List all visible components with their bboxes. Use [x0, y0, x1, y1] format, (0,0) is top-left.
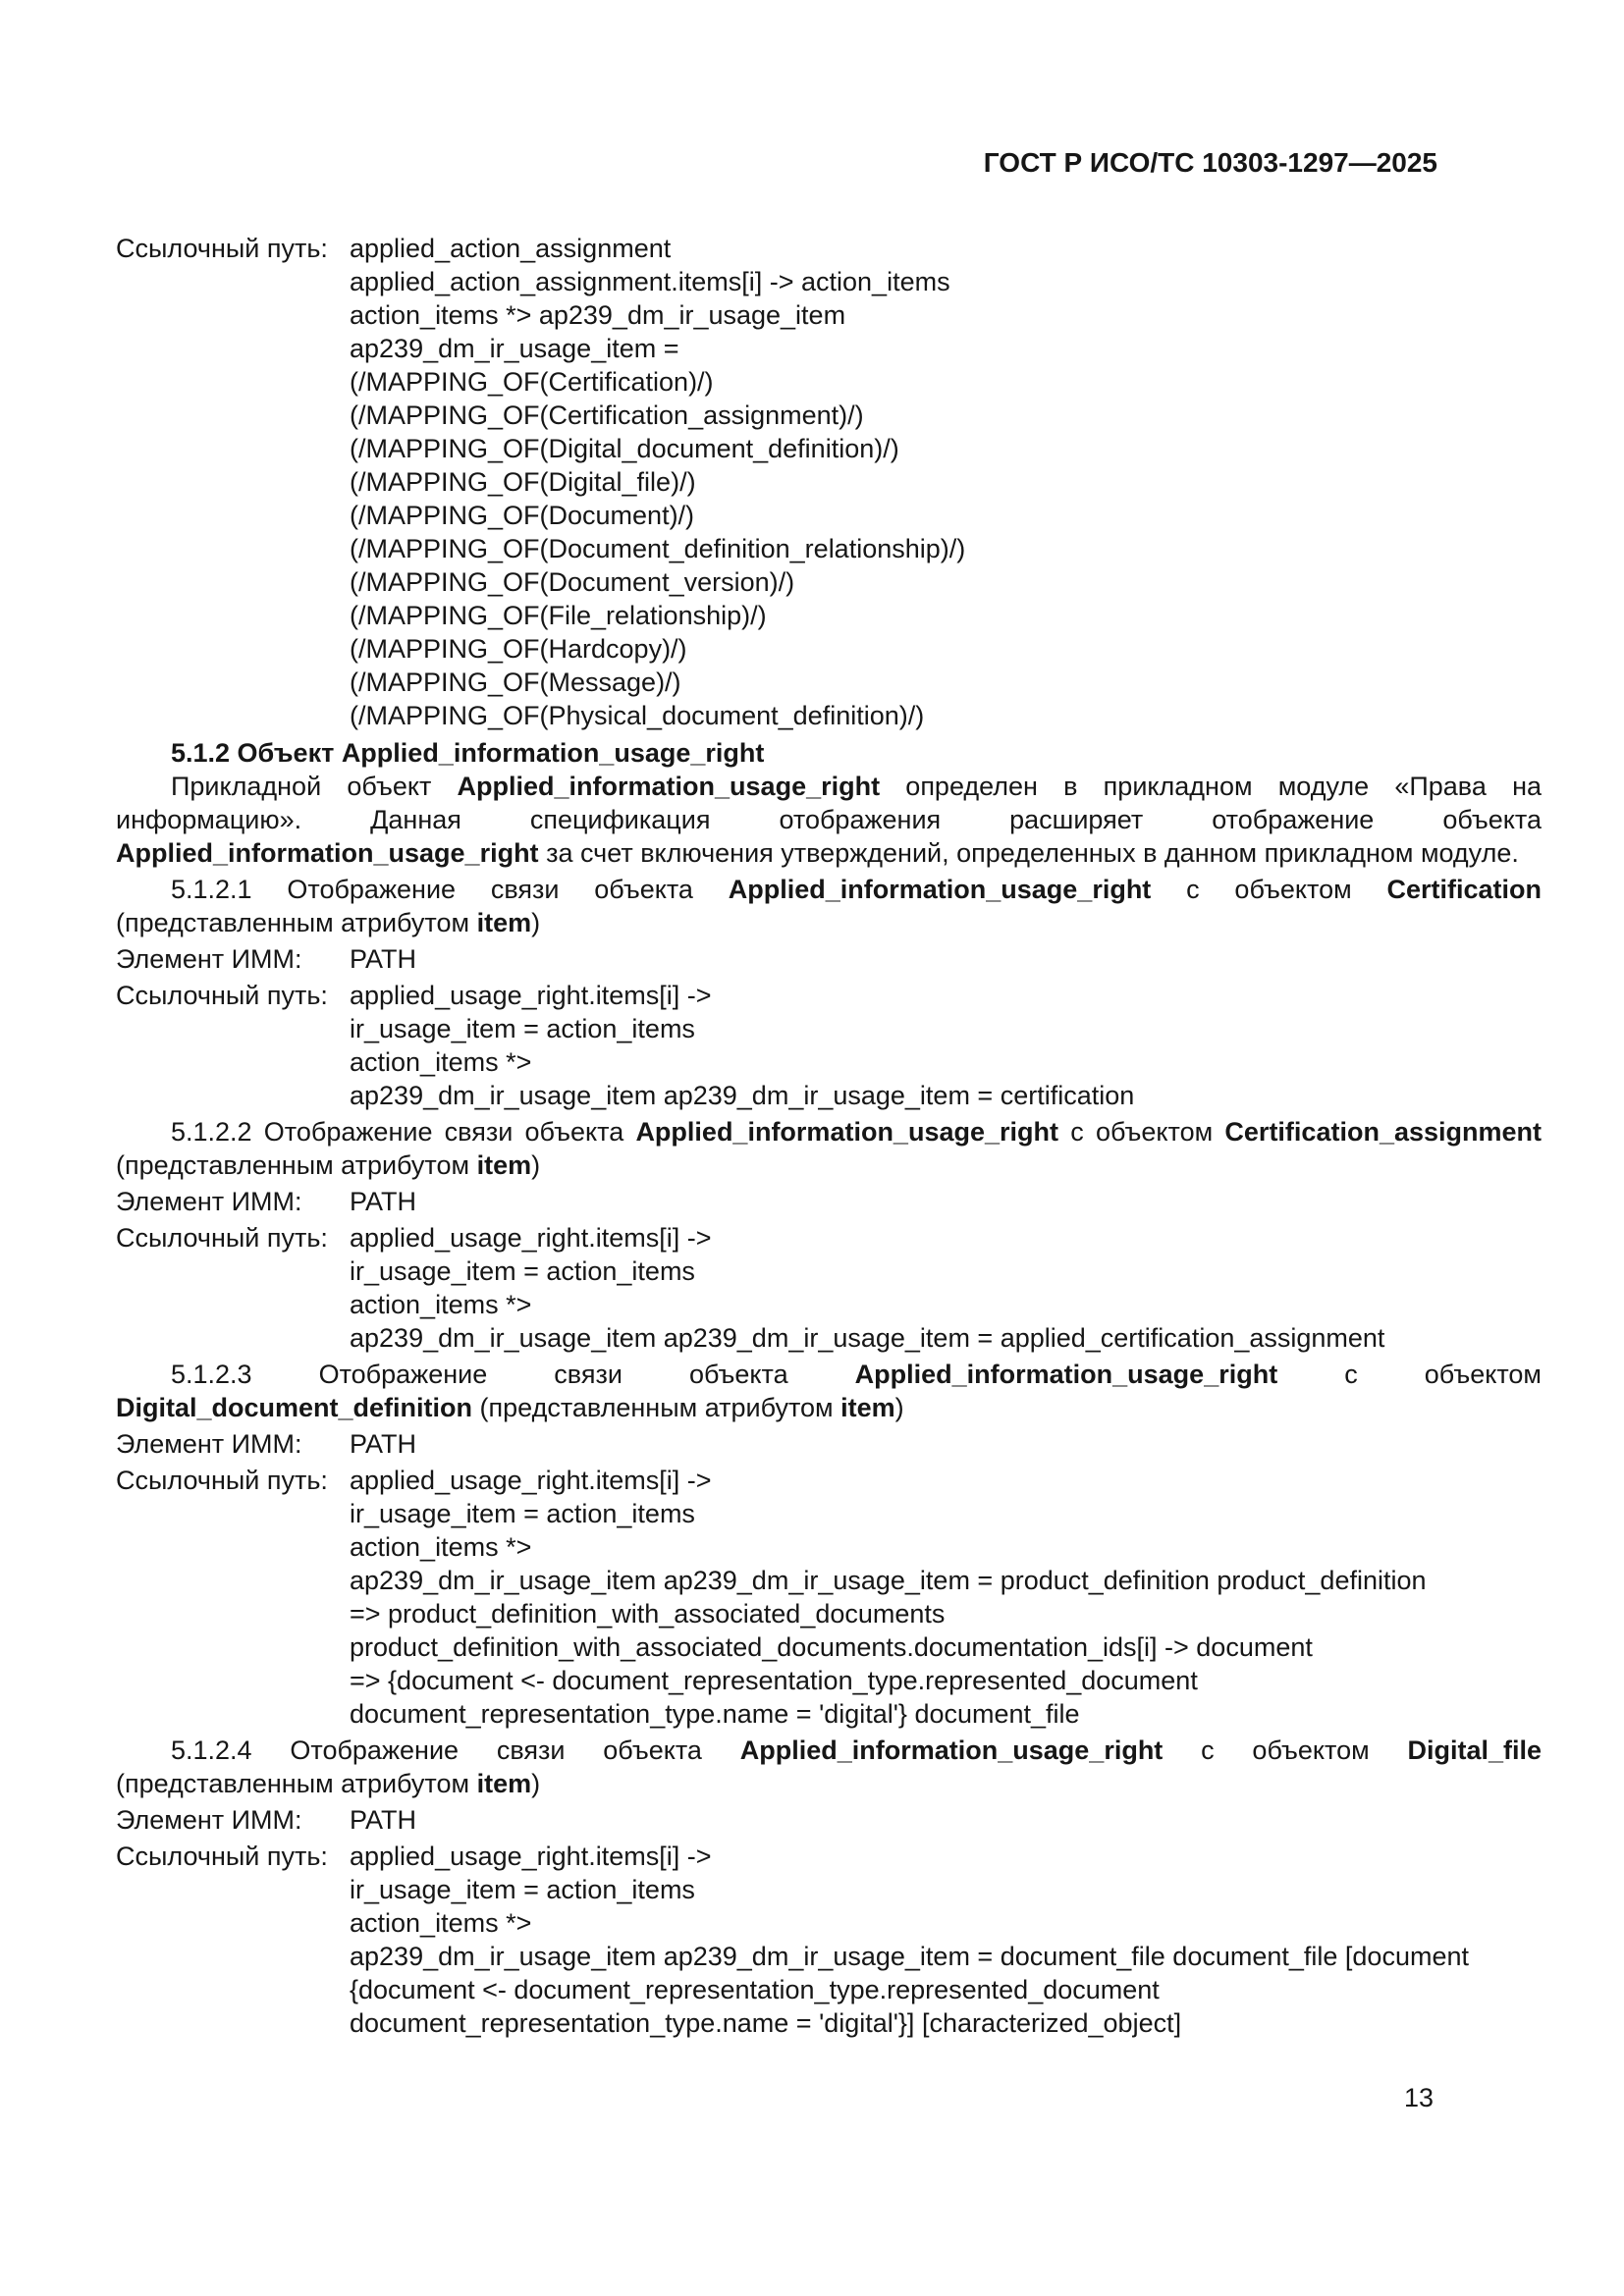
- ref-path-line: (/MAPPING_OF(Document_definition_relationship)/): [350, 534, 966, 563]
- ref-path-line: (/MAPPING_OF(Certification_assignment)/): [350, 400, 864, 430]
- page-footer: [0, 2081, 1434, 2114]
- object-name: Applied_information_usage_right: [116, 838, 539, 868]
- ref-path-lines: [350, 1464, 1542, 1731]
- ref-path-line: ap239_dm_ir_usage_item ap239_dm_ir_usage_item = product_definition product_definition: [350, 1566, 1427, 1595]
- ref-path-row: [116, 1840, 1542, 2040]
- section-heading: 5.1.2 Объект Applied_information_usage_right: [171, 738, 765, 768]
- ref-path-line: (/MAPPING_OF(Document_version)/): [350, 567, 795, 597]
- mapping-section-title: [116, 1734, 1542, 1800]
- ref-path-line: ap239_dm_ir_usage_item ap239_dm_ir_usage_item = applied_certification_assignment: [350, 1323, 1385, 1353]
- ref-path-label: Ссылочный путь:: [116, 1466, 328, 1495]
- ref-path-line: action_items *> ap239_dm_ir_usage_item: [350, 300, 846, 330]
- imm-element-label: Элемент ИММ:: [116, 1187, 302, 1216]
- imm-element-value: PATH: [350, 944, 417, 974]
- mapping-section: [116, 873, 1542, 1112]
- mapping-section-title: [116, 1115, 1542, 1182]
- text-run: с объектом: [1277, 1360, 1542, 1389]
- ref-path-line: ir_usage_item = action_items: [350, 1875, 695, 1904]
- ref-path-label: Ссылочный путь:: [116, 234, 328, 263]
- text-run: Прикладной объект: [171, 772, 458, 801]
- ref-path-line: applied_usage_right.items[i] ->: [350, 1466, 712, 1495]
- ref-path-line: action_items *>: [350, 1908, 532, 1938]
- text-run: за счет включения утверждений, определенных в данном прикладном модуле.: [538, 838, 1519, 868]
- object-name: Applied_information_usage_right: [728, 875, 1152, 904]
- running-header: [116, 147, 1437, 179]
- object-name: Applied_information_usage_right: [635, 1117, 1058, 1147]
- ref-path-line: ap239_dm_ir_usage_item =: [350, 334, 679, 363]
- ref-path-line: => product_definition_with_associated_documents: [350, 1599, 946, 1629]
- ref-path-row: [116, 1221, 1542, 1355]
- ref-path-line: (/MAPPING_OF(Hardcopy)/): [350, 634, 687, 664]
- ref-path-line: ir_usage_item = action_items: [350, 1499, 695, 1528]
- ref-path-line: ap239_dm_ir_usage_item ap239_dm_ir_usage_item = certification: [350, 1081, 1135, 1110]
- imm-element-value: PATH: [350, 1187, 417, 1216]
- ref-path-lines: [350, 1221, 1542, 1355]
- ref-path-line: (/MAPPING_OF(Certification)/): [350, 367, 714, 397]
- text-run: с объектом: [1151, 875, 1387, 904]
- mapping-section: [116, 1734, 1542, 2040]
- imm-element-label: Элемент ИММ:: [116, 944, 302, 974]
- object-name: item: [840, 1393, 895, 1422]
- imm-element-label: Элемент ИММ:: [116, 1805, 302, 1835]
- page-number: 13: [1403, 2083, 1434, 2112]
- object-name: item: [476, 1150, 532, 1180]
- ref-path-lines: [350, 979, 1542, 1112]
- standard-designation: ГОСТ Р ИСО/ТС 10303-1297—2025: [983, 147, 1437, 178]
- ref-path-line: document_representation_type.name = 'digital'}] [characterized_object]: [350, 2008, 1182, 2038]
- ref-path-line: document_representation_type.name = 'digital'} document_file: [350, 1699, 1080, 1729]
- text-run: с объектом: [1058, 1117, 1225, 1147]
- ref-path-line: (/MAPPING_OF(Message)/): [350, 667, 681, 697]
- ref-path-line: action_items *>: [350, 1290, 532, 1319]
- ref-path-line: applied_usage_right.items[i] ->: [350, 1223, 712, 1253]
- ref-path-label: Ссылочный путь:: [116, 1223, 328, 1253]
- mapping-section-title: [116, 1358, 1542, 1424]
- object-name: Applied_information_usage_right: [457, 772, 881, 801]
- ref-path-label: Ссылочный путь:: [116, 981, 328, 1010]
- text-run: 5.1.2.2 Отображение связи объекта: [171, 1117, 636, 1147]
- imm-element-label: Элемент ИММ:: [116, 1429, 302, 1459]
- mapping-section: [116, 1115, 1542, 1355]
- ref-path-line: action_items *>: [350, 1532, 532, 1562]
- text-run: 5.1.2.3 Отображение связи объекта: [171, 1360, 855, 1389]
- imm-element-value: PATH: [350, 1805, 417, 1835]
- ref-path-line: applied_usage_right.items[i] ->: [350, 981, 712, 1010]
- text-run: ): [531, 1150, 541, 1180]
- text-run: (представленным атрибутом: [116, 1769, 477, 1798]
- text-run: (представленным атрибутом: [472, 1393, 841, 1422]
- object-name: item: [476, 908, 532, 937]
- text-run: ): [531, 908, 541, 937]
- object-name: item: [476, 1769, 532, 1798]
- text-run: 5.1.2.1 Отображение связи объекта: [171, 875, 729, 904]
- ref-path-label: Ссылочный путь:: [116, 1842, 328, 1871]
- mapping-section: [116, 1358, 1542, 1731]
- sections-container: [116, 873, 1542, 2040]
- object-name: Certification_assignment: [1224, 1117, 1542, 1147]
- text-run: (представленным атрибутом: [116, 908, 477, 937]
- ref-path-line: applied_usage_right.items[i] ->: [350, 1842, 712, 1871]
- ref-path-row: [116, 979, 1542, 1112]
- text-run: ): [531, 1769, 541, 1798]
- imm-element-row: [116, 1185, 1542, 1218]
- text-run: с объектом: [1163, 1735, 1408, 1765]
- ref-path-line: (/MAPPING_OF(Digital_file)/): [350, 467, 696, 497]
- object-name: Digital_document_definition: [116, 1393, 473, 1422]
- ref-path-line: ap239_dm_ir_usage_item ap239_dm_ir_usage_item = document_file document_file [document: [350, 1942, 1469, 1971]
- ref-path-line: ir_usage_item = action_items: [350, 1014, 695, 1043]
- ref-path-line: => {document <- document_representation_type.represented_document: [350, 1666, 1198, 1695]
- ref-path-line: {document <- document_representation_type.represented_document: [350, 1975, 1160, 2004]
- object-name: Applied_information_usage_right: [854, 1360, 1278, 1389]
- imm-element-row: [116, 1803, 1542, 1837]
- object-name: Applied_information_usage_right: [739, 1735, 1164, 1765]
- page-content: [116, 232, 1542, 2040]
- ref-path-line: (/MAPPING_OF(File_relationship)/): [350, 601, 767, 630]
- ref-path-line: applied_action_assignment: [350, 234, 672, 263]
- ref-path-line: applied_action_assignment.items[i] -> action_items: [350, 267, 950, 296]
- reference-path-block: [116, 232, 1542, 732]
- imm-element-row: [116, 1427, 1542, 1461]
- ref-path-line: product_definition_with_associated_documents.documentation_ids[i] -> document: [350, 1632, 1313, 1662]
- text-run: ): [894, 1393, 904, 1422]
- ref-path-line: (/MAPPING_OF(Digital_document_definition)/): [350, 434, 899, 463]
- ref-path-row: [116, 1464, 1542, 1731]
- ref-path-line: (/MAPPING_OF(Document)/): [350, 501, 695, 530]
- ref-path-lines: [350, 1840, 1542, 2040]
- text-run: (представленным атрибутом: [116, 1150, 477, 1180]
- ref-path-line: (/MAPPING_OF(Physical_document_definition)/): [350, 701, 925, 730]
- ref-path-lines: [350, 232, 1542, 732]
- intro-paragraph: [116, 770, 1542, 870]
- text-run: определен в прикладном модуле «Права на информацию». Данная спецификация отображения расширяет отображение объекта: [116, 772, 1542, 834]
- text-run: 5.1.2.4 Отображение связи объекта: [171, 1735, 740, 1765]
- imm-element-value: PATH: [350, 1429, 417, 1459]
- object-name: Certification: [1386, 875, 1542, 904]
- ref-path-line: ir_usage_item = action_items: [350, 1256, 695, 1286]
- object-name: Digital_file: [1407, 1735, 1542, 1765]
- ref-path-line: action_items *>: [350, 1047, 532, 1077]
- mapping-section-title: [116, 873, 1542, 939]
- imm-element-row: [116, 942, 1542, 976]
